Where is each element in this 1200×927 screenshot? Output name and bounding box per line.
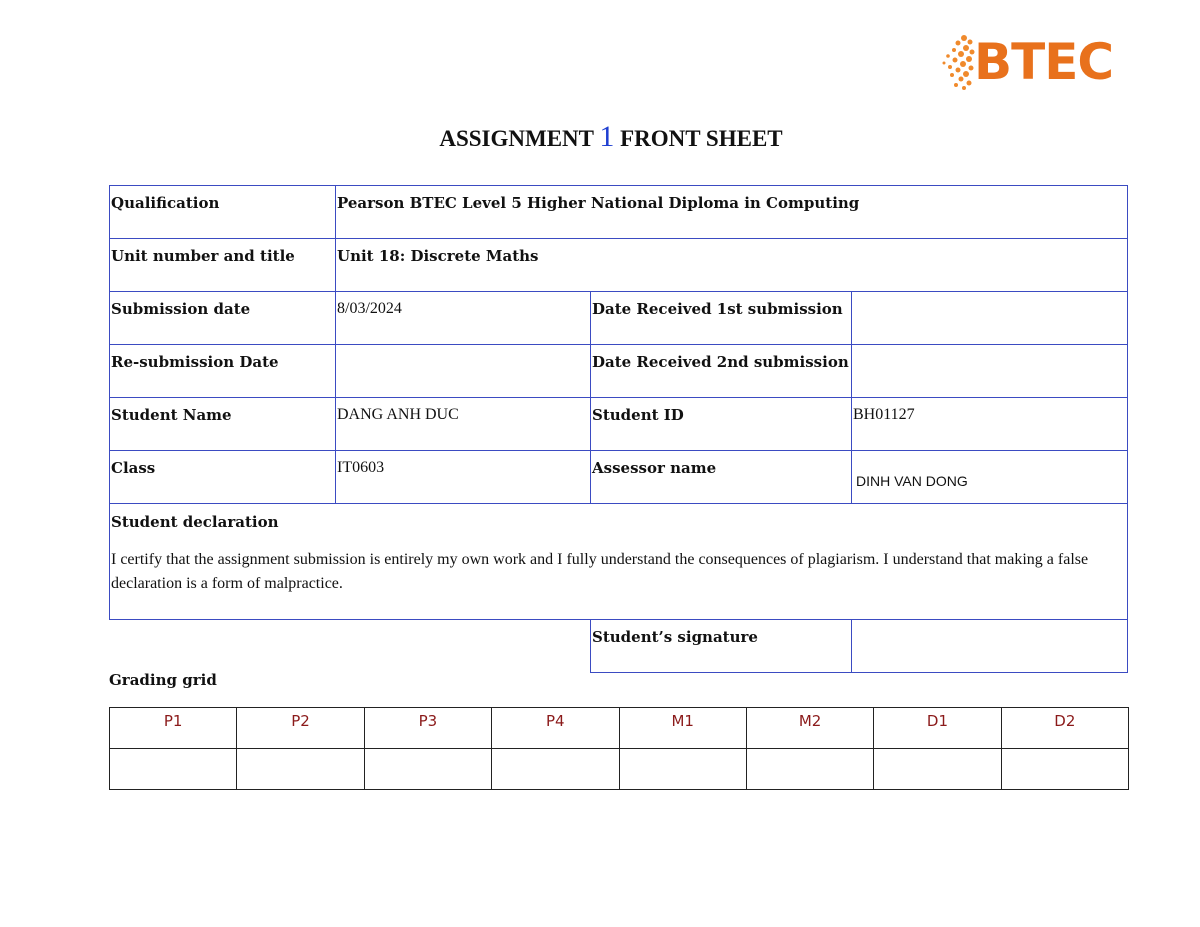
qualification-value: Pearson BTEC Level 5 Higher National Diploma in Computing — [336, 186, 1128, 239]
grade-cell — [746, 749, 873, 790]
qualification-row — [110, 186, 1128, 239]
class-row — [110, 451, 1128, 504]
btec-wordmark: BTEC — [974, 33, 1114, 91]
grading-grid-label: Grading grid — [109, 671, 217, 689]
grade-header: P1 — [110, 708, 237, 749]
grading-grid — [109, 707, 1129, 790]
qualification-label: Qualification — [110, 186, 336, 239]
submission-date-value: 8/03/2024 — [336, 292, 591, 345]
grade-header: P4 — [492, 708, 619, 749]
grade-header: M2 — [746, 708, 873, 749]
resubmission-date-value — [336, 345, 591, 398]
declaration-text: I certify that the assignment submission is entirely my own work and I fully understand the consequences of plagiarism. I understand that making a false declaration is a form of malpractice. — [111, 551, 1089, 592]
class-value: IT0603 — [336, 451, 591, 504]
class-label: Class — [110, 451, 336, 504]
signature-row — [110, 620, 1128, 673]
unit-value: Unit 18: Discrete Maths — [336, 239, 1128, 292]
assessor-name-value: DINH VAN DONG — [852, 451, 1128, 504]
student-name-label: Student Name — [110, 398, 336, 451]
student-id-label: Student ID — [591, 398, 852, 451]
page-title — [0, 120, 1200, 154]
grade-header: P3 — [364, 708, 491, 749]
unit-label: Unit number and title — [110, 239, 336, 292]
declaration-row — [110, 504, 1128, 620]
btec-logo — [934, 30, 1124, 94]
resubmission-date-label: Re-submission Date — [110, 345, 336, 398]
signature-label: Student’s signature — [591, 620, 852, 673]
grade-header: M1 — [619, 708, 746, 749]
declaration-cell — [110, 504, 1128, 620]
student-row — [110, 398, 1128, 451]
grade-cell — [874, 749, 1001, 790]
signature-spacer — [110, 620, 591, 673]
date-received-1-label: Date Received 1st submission — [591, 292, 852, 345]
declaration-heading: Student declaration — [111, 513, 279, 531]
student-name-value: DANG ANH DUC — [336, 398, 591, 451]
front-sheet-table — [109, 185, 1128, 673]
signature-value — [852, 620, 1128, 673]
grade-cell — [237, 749, 364, 790]
grade-cell — [110, 749, 237, 790]
date-received-2-label: Date Received 2nd submission — [591, 345, 852, 398]
title-prefix: ASSIGNMENT — [439, 126, 600, 151]
grade-header: D2 — [1001, 708, 1128, 749]
submission-row — [110, 292, 1128, 345]
date-received-1-value — [852, 292, 1128, 345]
grade-cell — [1001, 749, 1128, 790]
title-number: 1 — [599, 120, 615, 153]
student-id-value: BH01127 — [852, 398, 1128, 451]
grade-header: P2 — [237, 708, 364, 749]
grade-cell — [364, 749, 491, 790]
date-received-2-value — [852, 345, 1128, 398]
grading-header-row — [110, 708, 1129, 749]
unit-row — [110, 239, 1128, 292]
assessor-name-label: Assessor name — [591, 451, 852, 504]
title-suffix: FRONT SHEET — [614, 126, 783, 151]
dots-icon — [934, 30, 978, 94]
submission-date-label: Submission date — [110, 292, 336, 345]
resubmission-row — [110, 345, 1128, 398]
grade-cell — [492, 749, 619, 790]
grade-header: D1 — [874, 708, 1001, 749]
grading-value-row — [110, 749, 1129, 790]
grade-cell — [619, 749, 746, 790]
